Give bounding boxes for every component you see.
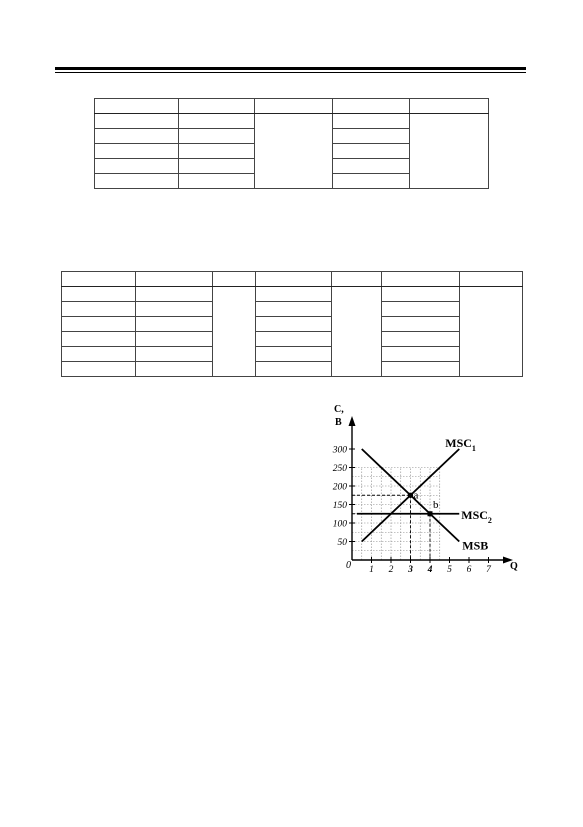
table-row	[62, 272, 523, 287]
table-row	[62, 302, 523, 317]
table-2	[61, 271, 523, 377]
table-row	[62, 287, 523, 302]
table-row	[62, 347, 523, 362]
x-tick-label: 6	[466, 565, 472, 575]
table-row	[62, 317, 523, 332]
x-tick-label: 4	[427, 565, 433, 575]
equilibrium-point-b	[428, 511, 433, 516]
point-label-b: b	[433, 498, 439, 511]
chart-container	[330, 400, 530, 580]
x-tick-label: 2	[388, 565, 394, 575]
point-label-a: a	[413, 489, 419, 502]
series-label-msc1: $MSC_1$	[445, 436, 476, 453]
cost-benefit-chart	[330, 400, 530, 580]
y-tick-label: 250	[332, 464, 347, 474]
table-1	[94, 98, 489, 189]
series-label-msc2: $MSC_2$	[461, 507, 492, 525]
x-tick-label: 3	[408, 565, 413, 575]
y-tick-label: 200	[332, 482, 347, 493]
y-tick-label: 150	[332, 501, 347, 511]
y-tick-label: 300	[332, 445, 347, 456]
table-row	[95, 99, 489, 114]
table-row	[95, 114, 489, 129]
y-tick-label: 100	[332, 519, 347, 530]
header-rule-thin	[55, 72, 526, 73]
equilibrium-point-a	[408, 493, 413, 498]
y-axis-arrow	[349, 416, 356, 426]
origin-label: 0	[346, 560, 351, 571]
x-tick-label: 7	[486, 565, 491, 575]
x-tick-label: 1	[369, 565, 374, 575]
table-row	[62, 362, 523, 377]
series-label-msb: MSB	[462, 538, 489, 553]
series-label-subscript: 2	[487, 515, 492, 525]
series-label-subscript: 1	[471, 444, 476, 453]
chart-points	[408, 489, 439, 516]
header-rule-thick	[55, 67, 526, 70]
x-axis-label: Q	[510, 561, 518, 572]
y-tick-label: 50	[337, 538, 347, 548]
y-axis-label-line1: C,	[334, 404, 344, 415]
y-axis-label-line2: B	[335, 417, 342, 428]
table-row	[62, 332, 523, 347]
x-tick-label: 5	[447, 565, 452, 575]
